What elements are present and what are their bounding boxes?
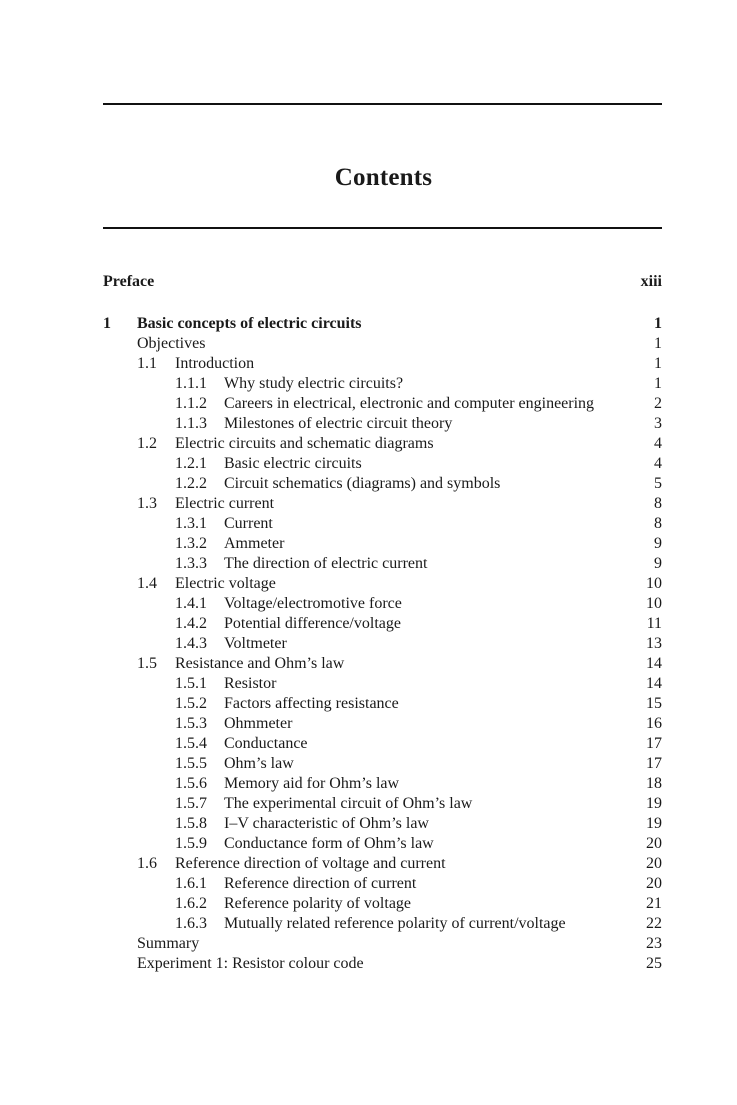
entry-title: Conductance [224, 735, 308, 752]
entry-title: Electric circuits and schematic diagrams [175, 435, 434, 452]
entry-page: 18 [646, 775, 662, 792]
toc-entry[interactable] [103, 594, 662, 614]
entry-title: Mutually related reference polarity of current/voltage [224, 915, 566, 932]
entry-title: Basic electric circuits [224, 455, 362, 472]
toc-entry-chapter-1[interactable] [103, 314, 662, 334]
entry-number: 1.5.6 [175, 775, 207, 792]
entry-page: 8 [654, 495, 662, 512]
entry-number: 1.5.4 [175, 735, 207, 752]
entry-page: 22 [646, 915, 662, 932]
entry-number: 1.5.5 [175, 755, 207, 772]
entry-number: 1.2.1 [175, 455, 207, 472]
toc-entry[interactable] [103, 614, 662, 634]
entry-page: 25 [646, 955, 662, 972]
entry-title: Experiment 1: Resistor colour code [137, 955, 364, 972]
preface-label: Preface [103, 273, 155, 290]
entry-title: Resistance and Ohm’s law [175, 655, 345, 672]
entry-title: Why study electric circuits? [224, 375, 404, 392]
entry-title: Potential difference/voltage [224, 615, 401, 632]
entry-page: 3 [654, 415, 662, 432]
entry-title: Circuit schematics (diagrams) and symbols [224, 475, 501, 492]
entry-page: 14 [646, 655, 662, 672]
entry-number: 1.3.3 [175, 555, 207, 572]
toc-entry[interactable] [103, 694, 662, 714]
toc-entry[interactable] [103, 494, 662, 514]
entry-title: Voltage/electromotive force [224, 595, 402, 612]
entry-page: 5 [654, 475, 662, 492]
toc-entry[interactable] [103, 334, 662, 354]
toc-entry[interactable] [103, 894, 662, 914]
entry-page: 4 [654, 455, 662, 472]
entry-title: Careers in electrical, electronic and computer engineering [224, 395, 595, 412]
entry-title: Ohm’s law [224, 755, 294, 772]
toc-entry[interactable] [103, 514, 662, 534]
entry-title: Conductance form of Ohm’s law [224, 835, 434, 852]
entry-title: The experimental circuit of Ohm’s law [224, 795, 473, 812]
entry-number: 1.1.2 [175, 395, 207, 412]
chapter-page: 1 [654, 315, 662, 332]
entry-number: 1.5.3 [175, 715, 207, 732]
toc-entry[interactable] [103, 454, 662, 474]
entry-number: 1.2 [137, 435, 157, 452]
entry-title: Introduction [175, 355, 255, 372]
entry-page: 1 [654, 375, 662, 392]
entry-title: Milestones of electric circuit theory [224, 415, 453, 432]
entry-number: 1.6.2 [175, 895, 207, 912]
entry-page: 1 [654, 355, 662, 372]
entry-page: 20 [646, 835, 662, 852]
entry-title: Current [224, 515, 273, 532]
entry-page: 23 [646, 935, 662, 952]
entry-title: Voltmeter [224, 635, 287, 652]
entry-title: Reference direction of voltage and current [175, 855, 446, 872]
entry-number: 1.1.3 [175, 415, 207, 432]
entry-page: 17 [646, 735, 662, 752]
toc-entry[interactable] [103, 854, 662, 874]
chapter-number: 1 [103, 315, 111, 332]
entry-page: 19 [646, 795, 662, 812]
entry-title: Ammeter [224, 535, 285, 552]
toc-entry[interactable] [103, 414, 662, 434]
entry-number: 1.5.1 [175, 675, 207, 692]
toc-entry[interactable] [103, 654, 662, 674]
toc-entry[interactable] [103, 914, 662, 934]
toc-entry-preface[interactable] [103, 272, 662, 298]
toc-entry[interactable] [103, 774, 662, 794]
entry-title: Memory aid for Ohm’s law [224, 775, 400, 792]
entry-title: Resistor [224, 675, 277, 692]
top-rule [103, 103, 662, 105]
entry-title: Objectives [137, 335, 206, 352]
entry-title: The direction of electric current [224, 555, 428, 572]
entry-page: 10 [646, 595, 662, 612]
entry-number: 1.6.3 [175, 915, 207, 932]
entry-number: 1.5.8 [175, 815, 207, 832]
entry-number: 1.2.2 [175, 475, 207, 492]
entry-number: 1.4 [137, 575, 157, 592]
toc-entry[interactable] [103, 734, 662, 754]
toc-entry[interactable] [103, 954, 662, 974]
entry-page: 20 [646, 855, 662, 872]
entry-number: 1.1.1 [175, 375, 207, 392]
entry-page: 17 [646, 755, 662, 772]
entry-title: Factors affecting resistance [224, 695, 399, 712]
entry-number: 1.4.1 [175, 595, 207, 612]
preface-page: xiii [640, 273, 662, 290]
entry-number: 1.4.2 [175, 615, 207, 632]
entry-title: Electric current [175, 495, 275, 512]
entry-title: I–V characteristic of Ohm’s law [224, 815, 429, 832]
entry-number: 1.6 [137, 855, 157, 872]
bottom-rule [103, 227, 662, 229]
entry-page: 11 [646, 615, 662, 632]
toc-entry[interactable] [103, 474, 662, 494]
entry-title: Electric voltage [175, 575, 276, 592]
entry-page: 2 [654, 395, 662, 412]
entry-page: 20 [646, 875, 662, 892]
entry-page: 9 [654, 555, 662, 572]
entry-page: 19 [646, 815, 662, 832]
toc-entry[interactable] [103, 374, 662, 394]
toc-entry[interactable] [103, 394, 662, 414]
entry-title: Reference polarity of voltage [224, 895, 412, 912]
entry-number: 1.5.7 [175, 795, 207, 812]
entry-title: Reference direction of current [224, 875, 417, 892]
entry-number: 1.6.1 [175, 875, 207, 892]
toc-entry[interactable] [103, 434, 662, 454]
entry-number: 1.3 [137, 495, 157, 512]
entry-page: 4 [654, 435, 662, 452]
toc-entry[interactable] [103, 554, 662, 574]
entry-page: 1 [654, 335, 662, 352]
entry-number: 1.3.1 [175, 515, 207, 532]
entry-page: 16 [646, 715, 662, 732]
toc-entries [103, 334, 662, 974]
toc-entry[interactable] [103, 634, 662, 654]
toc-entry[interactable] [103, 354, 662, 374]
entry-number: 1.5.2 [175, 695, 207, 712]
entry-number: 1.3.2 [175, 535, 207, 552]
toc-entry[interactable] [103, 754, 662, 774]
chapter-title: Basic concepts of electric circuits [137, 315, 362, 332]
entry-number: 1.5.9 [175, 835, 207, 852]
entry-page: 10 [646, 575, 662, 592]
toc-entry[interactable] [103, 874, 662, 894]
toc-entry[interactable] [103, 794, 662, 814]
entry-title: Ohmmeter [224, 715, 293, 732]
entry-page: 21 [646, 895, 662, 912]
toc-entry[interactable] [103, 574, 662, 594]
entry-number: 1.5 [137, 655, 157, 672]
entry-page: 9 [654, 535, 662, 552]
page-title: Contents [334, 164, 433, 191]
entry-page: 15 [646, 695, 662, 712]
entry-number: 1.1 [137, 355, 157, 372]
table-of-contents [103, 272, 662, 974]
toc-entry[interactable] [103, 934, 662, 954]
toc-entry[interactable] [103, 674, 662, 694]
entry-page: 13 [646, 635, 662, 652]
entry-page: 8 [654, 515, 662, 532]
entry-number: 1.4.3 [175, 635, 207, 652]
entry-page: 14 [646, 675, 662, 692]
toc-entry[interactable] [103, 834, 662, 854]
toc-entry[interactable] [103, 714, 662, 734]
toc-entry[interactable] [103, 814, 662, 834]
entry-title: Summary [137, 935, 200, 952]
toc-entry[interactable] [103, 534, 662, 554]
